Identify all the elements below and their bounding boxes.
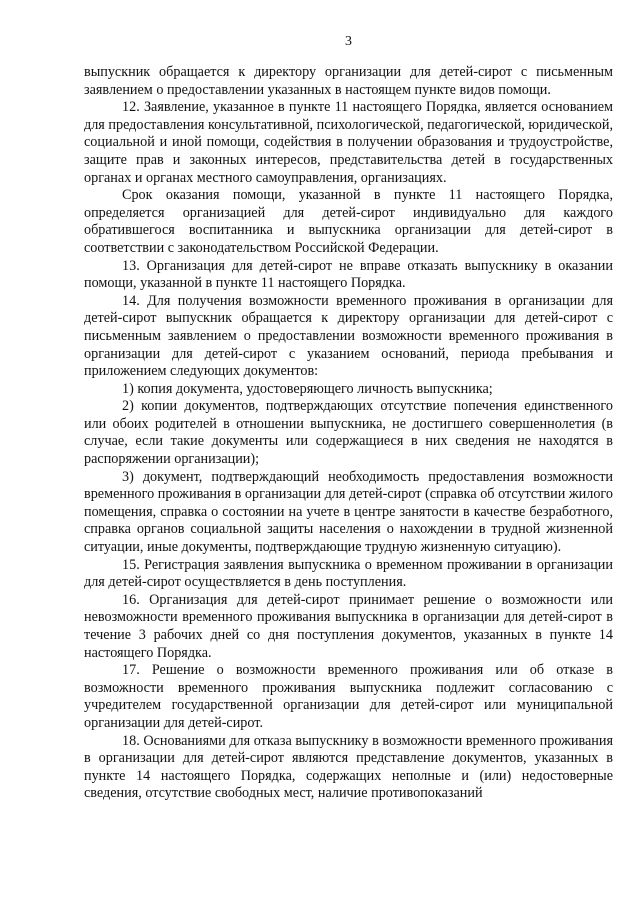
paragraph-14-item-3: 3) документ, подтверждающий необходимость предоставления возможности временного проживания в организации для детей-сирот (справка об отсутствии жилого помещения, справка о состоянии на учете в центре занятости в качестве безработного, справка органов социальной защиты населения о нахождении в трудной жизненной ситуации, иные документы, подтверждающие трудную жизненную ситуацию).: [84, 468, 613, 556]
page-number: 3: [345, 34, 352, 49]
paragraph-16: 16. Организация для детей-сирот принимает решение о возможности или невозможности временного проживания выпускника в организации для детей-сирот в течение 3 рабочих дней со дня поступления документов, указанных в пункте 14 настоящего Порядка.: [84, 591, 613, 661]
paragraph-14-item-2: 2) копии документов, подтверждающих отсутствие попечения единственного или обоих родителей в отношении выпускника, не достигшего совершеннолетия (в случае, если такие документы или содержащиеся в них сведения не находятся в распоряжении организации);: [84, 398, 613, 468]
paragraph-12-term: Срок оказания помощи, указанной в пункте 11 настоящего Порядка, определяется организацией для детей-сирот индивидуально для каждого обратившегося воспитанника и выпускника организации для детей-сирот в соответствии с законодательством Российской Федерации.: [84, 187, 613, 256]
paragraph-12: 12. Заявление, указанное в пункте 11 настоящего Порядка, является основанием для предоставления консультативной, психологической, педагогической, юридической, социальной и иной помощи, содействия в получении образования и трудоустройстве, защите прав и законных интересов, представительства детей в государственных органах и органах местного самоуправления, организациях.: [84, 99, 613, 186]
paragraph-17: 17. Решение о возможности временного проживания или об отказе в возможности временного проживания выпускника подлежит согласованию с учредителем государственной организации для детей-сирот или муниципальной организации для детей-сирот.: [84, 662, 613, 731]
document-body: [84, 64, 613, 803]
paragraph-15: 15. Регистрация заявления выпускника о временном проживании в организации для детей-сирот осуществляется в день поступления.: [84, 556, 613, 591]
paragraph-14: 14. Для получения возможности временного проживания в организации для детей-сирот выпускник обращается к директору организации для детей-сирот с письменным заявлением о предоставлении возможности временного проживания в организации для детей-сирот с указанием оснований, периода пребывания и приложением следующих документов:: [84, 292, 613, 380]
paragraph-continuation: выпускник обращается к директору организации для детей-сирот с письменным заявлением о предоставлении указанных в настоящем пункте видов помощи.: [84, 64, 613, 98]
paragraph-13: 13. Организация для детей-сирот не вправе отказать выпускнику в оказании помощи, указанной в пункте 11 настоящего Порядка.: [84, 257, 613, 292]
paragraph-18: 18. Основаниями для отказа выпускнику в возможности временного проживания в организации для детей-сирот являются представление документов, указанных в пункте 14 настоящего Порядка, содержащих неполные и (или) недостоверные сведения, отсутствие свободных мест, наличие противопоказаний: [84, 732, 613, 802]
paragraph-14-item-1: 1) копия документа, удостоверяющего личность выпускника;: [122, 380, 493, 397]
